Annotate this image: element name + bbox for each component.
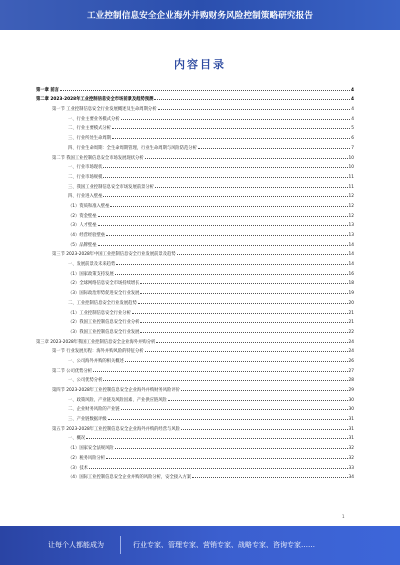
report-header — [0, 0, 400, 30]
toc-entry-title: 一、概况 — [68, 436, 86, 442]
toc-leader-dots — [93, 371, 347, 372]
toc-leader-dots — [138, 303, 348, 304]
toc-entry-page: 4 — [351, 107, 354, 113]
toc-entry-title: （2）税务风险分析 — [68, 455, 106, 461]
toc-entry-title: 第一节 行业发展历程：海外并购风险的特征分析 — [52, 349, 144, 355]
toc-leader-dots — [145, 351, 348, 352]
toc-leader-dots — [86, 438, 347, 439]
report-title: 工业控制信息安全企业海外并购财务风险控制策略研究报告 — [86, 11, 314, 21]
toc-entry-page: 21 — [348, 320, 354, 326]
toc-entry-page: 32 — [348, 455, 354, 461]
toc-entry-page: 30 — [348, 397, 354, 403]
toc-entry[interactable] — [36, 190, 354, 200]
toc-entry-page: 29 — [348, 388, 354, 393]
toc-leader-dots — [154, 99, 350, 100]
toc-entry[interactable] — [36, 286, 354, 296]
toc-entry-title: 三、产业链数据评级 — [68, 417, 107, 423]
toc-entry[interactable] — [36, 383, 354, 393]
toc-leader-dots — [112, 128, 350, 129]
toc-entry-page: 11 — [348, 174, 354, 180]
toc-entry[interactable] — [36, 316, 354, 326]
toc-entry[interactable] — [36, 412, 354, 422]
toc-leader-dots — [115, 274, 348, 275]
toc-entry-page: 26 — [348, 358, 354, 364]
toc-entry[interactable] — [36, 345, 354, 355]
toc-entry[interactable] — [36, 248, 354, 258]
toc-entry-page: 11 — [348, 184, 354, 190]
toc-entry-title: （4）国际工业控制信息安全企业并购的风险分析，安全接入方案 — [68, 475, 192, 481]
toc-entry-page: 18 — [348, 281, 354, 287]
toc-entry-page: 22 — [348, 329, 354, 335]
toc-entry-page: 31 — [348, 417, 354, 423]
toc-entry[interactable] — [36, 325, 354, 335]
toc-leader-dots — [192, 477, 347, 478]
toc-entry[interactable] — [36, 306, 354, 316]
toc-entry[interactable] — [36, 296, 354, 306]
toc-entry-title: 第一节 工业控制信息安全行业发展概述及生命周期分析 — [52, 107, 157, 113]
footer-slogan: 让每个人都能成为 — [48, 541, 104, 549]
toc-leader-dots — [106, 235, 347, 236]
toc-entry-page: 14 — [348, 252, 354, 258]
toc-entry-page: 28 — [348, 378, 354, 384]
toc-leader-dots — [140, 332, 347, 333]
toc-entry-page: 32 — [348, 446, 354, 452]
toc-entry-page: 30 — [348, 407, 354, 413]
toc-entry-page: 14 — [348, 242, 354, 248]
toc-leader-dots — [106, 458, 347, 459]
toc-entry-title: （3）人才壁垒 — [68, 223, 97, 229]
toc-entry-title: 一、行业市场现状 — [68, 165, 103, 171]
toc-leader-dots — [89, 468, 348, 469]
toc-entry[interactable] — [36, 131, 354, 141]
toc-entry-title: （5）品牌壁垒 — [68, 242, 97, 248]
toc-entry-title: 二、工业控制信息安全行业发展趋势 — [68, 300, 137, 306]
toc-entry-page: 13 — [348, 223, 354, 229]
toc-leader-dots — [140, 293, 347, 294]
toc-entry-title: 三、我国工业控制信息安全市场发展前景分析 — [68, 184, 154, 190]
toc-entry-title: （1）国家政策支持发展 — [68, 271, 114, 277]
toc-leader-dots — [110, 206, 347, 207]
toc-entry-page: 5 — [351, 126, 354, 132]
toc-leader-dots — [140, 322, 347, 323]
toc-entry-page: 19 — [348, 291, 354, 297]
toc-entry-page: 31 — [348, 436, 354, 442]
toc-entry[interactable] — [36, 83, 354, 93]
toc-entry[interactable] — [36, 238, 354, 248]
toc-entry-title: （1）工业控制信息安全行业分析 — [68, 310, 131, 316]
toc-entry-page: 16 — [348, 271, 354, 277]
toc-entry-page: 4 — [351, 87, 354, 93]
toc-leader-dots — [168, 400, 348, 401]
toc-leader-dots — [103, 177, 347, 178]
toc-leader-dots — [115, 448, 348, 449]
toc-entry-page: 10 — [348, 165, 354, 171]
toc-entry[interactable] — [36, 170, 354, 180]
toc-entry[interactable] — [36, 335, 354, 345]
toc-entry-title: 四、行业生命周期：全生命周期管理，行业生命周期与风险防范分析 — [68, 145, 197, 151]
toc-entry[interactable] — [36, 441, 354, 451]
toc-entry[interactable] — [36, 432, 354, 442]
toc-leader-dots — [181, 390, 348, 391]
toc-entry-page: 10 — [348, 155, 354, 161]
toc-leader-dots — [132, 313, 348, 314]
toc-entry-page: 27 — [348, 368, 354, 374]
toc-entry-title: 一、政策风险、产业链及风险因素、产业供应链风险 — [68, 397, 167, 403]
toc-heading: 内容目录 — [174, 58, 226, 71]
footer-divider — [120, 536, 121, 554]
toc-entry-page: 12 — [348, 203, 354, 209]
toc-entry[interactable] — [36, 422, 354, 432]
toc-entry[interactable] — [36, 461, 354, 471]
toc-leader-dots — [112, 138, 350, 139]
toc-entry-page: 33 — [348, 465, 354, 471]
toc-entry-title: 二、行业主要模式分析 — [68, 126, 111, 132]
toc-entry-title: 二、企业财务风险的产业链 — [68, 407, 120, 413]
toc-entry[interactable] — [36, 199, 354, 209]
toc-entry-title: 第五节 2023-2028年工业控制信息安全企业海外并购的经营与风险 — [52, 426, 180, 432]
toc-entry-page: 13 — [348, 233, 354, 238]
toc-leader-dots — [140, 283, 347, 284]
toc-entry-page: 20 — [348, 300, 354, 306]
toc-entry-title: 一、公司优势分析 — [68, 378, 103, 384]
toc-entry[interactable] — [36, 364, 354, 374]
toc-entry[interactable] — [36, 151, 354, 161]
toc-leader-dots — [145, 158, 348, 159]
toc-entry[interactable] — [36, 354, 354, 364]
toc-leader-dots — [98, 245, 348, 246]
toc-entry-title: 第二节 我国工业控制信息安全市场发展现状分析 — [52, 155, 144, 161]
toc-entry-title: 第三章 2023-2028年我国工业控制信息安全企业海外并购分析 — [36, 339, 156, 345]
toc-entry-page: 14 — [348, 262, 354, 268]
toc-entry-title: （2）全球网络信息安全市场持续增长 — [68, 281, 140, 287]
toc-entry-title: （1）国家安全法规风险 — [68, 446, 114, 452]
table-of-contents — [36, 83, 354, 480]
toc-entry-page: 12 — [348, 194, 354, 200]
toc-entry[interactable] — [36, 403, 354, 413]
toc-entry-page: 21 — [348, 310, 354, 316]
toc-leader-dots — [158, 109, 351, 110]
toc-entry-title: 一、行业主要业务模式分析 — [68, 116, 120, 122]
toc-leader-dots — [121, 119, 351, 120]
toc-entry-title: （2）我国工业控制信息安全行业分析 — [68, 320, 140, 326]
footer-banner — [0, 526, 400, 565]
toc-entry[interactable] — [36, 219, 354, 229]
footer-tagline: 行业专家、管理专家、营销专家、战略专家、咨询专家…… — [133, 541, 315, 549]
toc-entry[interactable] — [36, 277, 354, 287]
toc-entry-title: （3）我国工业控制信息安全行业发展 — [68, 329, 140, 335]
toc-entry-page: 31 — [348, 426, 354, 432]
toc-entry-page: 24 — [348, 349, 354, 355]
toc-entry[interactable] — [36, 122, 354, 132]
toc-entry-page: 4 — [351, 116, 354, 122]
toc-leader-dots — [181, 429, 348, 430]
toc-leader-dots — [98, 216, 348, 217]
toc-entry-title: （1）资质和准入壁垒 — [68, 203, 110, 209]
toc-leader-dots — [108, 419, 348, 420]
toc-entry-title: 第三节 2023-2028年中国工业控制信息安全行业发展前景及趋势 — [52, 252, 176, 258]
toc-entry[interactable] — [36, 257, 354, 267]
toc-entry-title: 三、行业所处生命周期 — [68, 136, 111, 142]
toc-leader-dots — [155, 187, 348, 188]
toc-entry[interactable] — [36, 112, 354, 122]
toc-entry[interactable] — [36, 141, 354, 151]
toc-entry-page: 4 — [351, 97, 354, 103]
toc-entry-title: 第二章 2023-2028年工业控制信息安全市场前景及趋势预测 — [36, 97, 154, 103]
toc-leader-dots — [98, 225, 348, 226]
toc-entry-page: 24 — [348, 339, 354, 345]
toc-entry-title: 一、发展前景及未来趋势 — [68, 262, 116, 268]
toc-entry[interactable] — [36, 451, 354, 461]
toc-entry[interactable] — [36, 209, 354, 219]
toc-entry-title: 四、行业进入壁垒 — [68, 194, 103, 200]
toc-leader-dots — [125, 361, 348, 362]
toc-entry-title: 第二节 公司优势分析 — [52, 368, 93, 374]
toc-entry[interactable] — [36, 161, 354, 171]
toc-entry-title: （3）技术 — [68, 465, 88, 471]
toc-entry[interactable] — [36, 471, 354, 481]
toc-entry[interactable] — [36, 228, 354, 238]
toc-entry-page: 7 — [351, 145, 354, 151]
toc-entry-title: （2）资金壁垒 — [68, 213, 97, 219]
toc-entry[interactable] — [36, 180, 354, 190]
toc-entry-page: 34 — [348, 475, 354, 481]
toc-leader-dots — [121, 409, 348, 410]
toc-entry[interactable] — [36, 102, 354, 112]
toc-entry-title: 二、行业市场规模 — [68, 174, 103, 180]
toc-entry[interactable] — [36, 374, 354, 384]
toc-entry-page: 6 — [351, 136, 354, 142]
toc-entry-title: 第四节 2023-2028年工业控制信息安全企业海外并购财务风险评价 — [52, 388, 180, 393]
toc-entry-page: 12 — [348, 213, 354, 219]
toc-leader-dots — [103, 380, 347, 381]
toc-leader-dots — [156, 342, 347, 343]
toc-entry[interactable] — [36, 393, 354, 403]
toc-entry[interactable] — [36, 93, 354, 103]
toc-leader-dots — [198, 148, 350, 149]
toc-entry-title: 一、公司海外并购的相关概述 — [68, 358, 124, 364]
toc-entry-title: 第一章 前言 — [36, 87, 59, 93]
toc-entry[interactable] — [36, 267, 354, 277]
toc-leader-dots — [103, 196, 347, 197]
toc-leader-dots — [103, 167, 347, 168]
toc-entry-title: （3）国际政治形势促进安全行业发展 — [68, 291, 140, 297]
page-number: 1 — [342, 514, 345, 519]
toc-leader-dots — [116, 264, 347, 265]
toc-leader-dots — [60, 90, 350, 91]
toc-leader-dots — [177, 254, 348, 255]
toc-entry-title: （4）经营经验壁垒 — [68, 233, 106, 238]
